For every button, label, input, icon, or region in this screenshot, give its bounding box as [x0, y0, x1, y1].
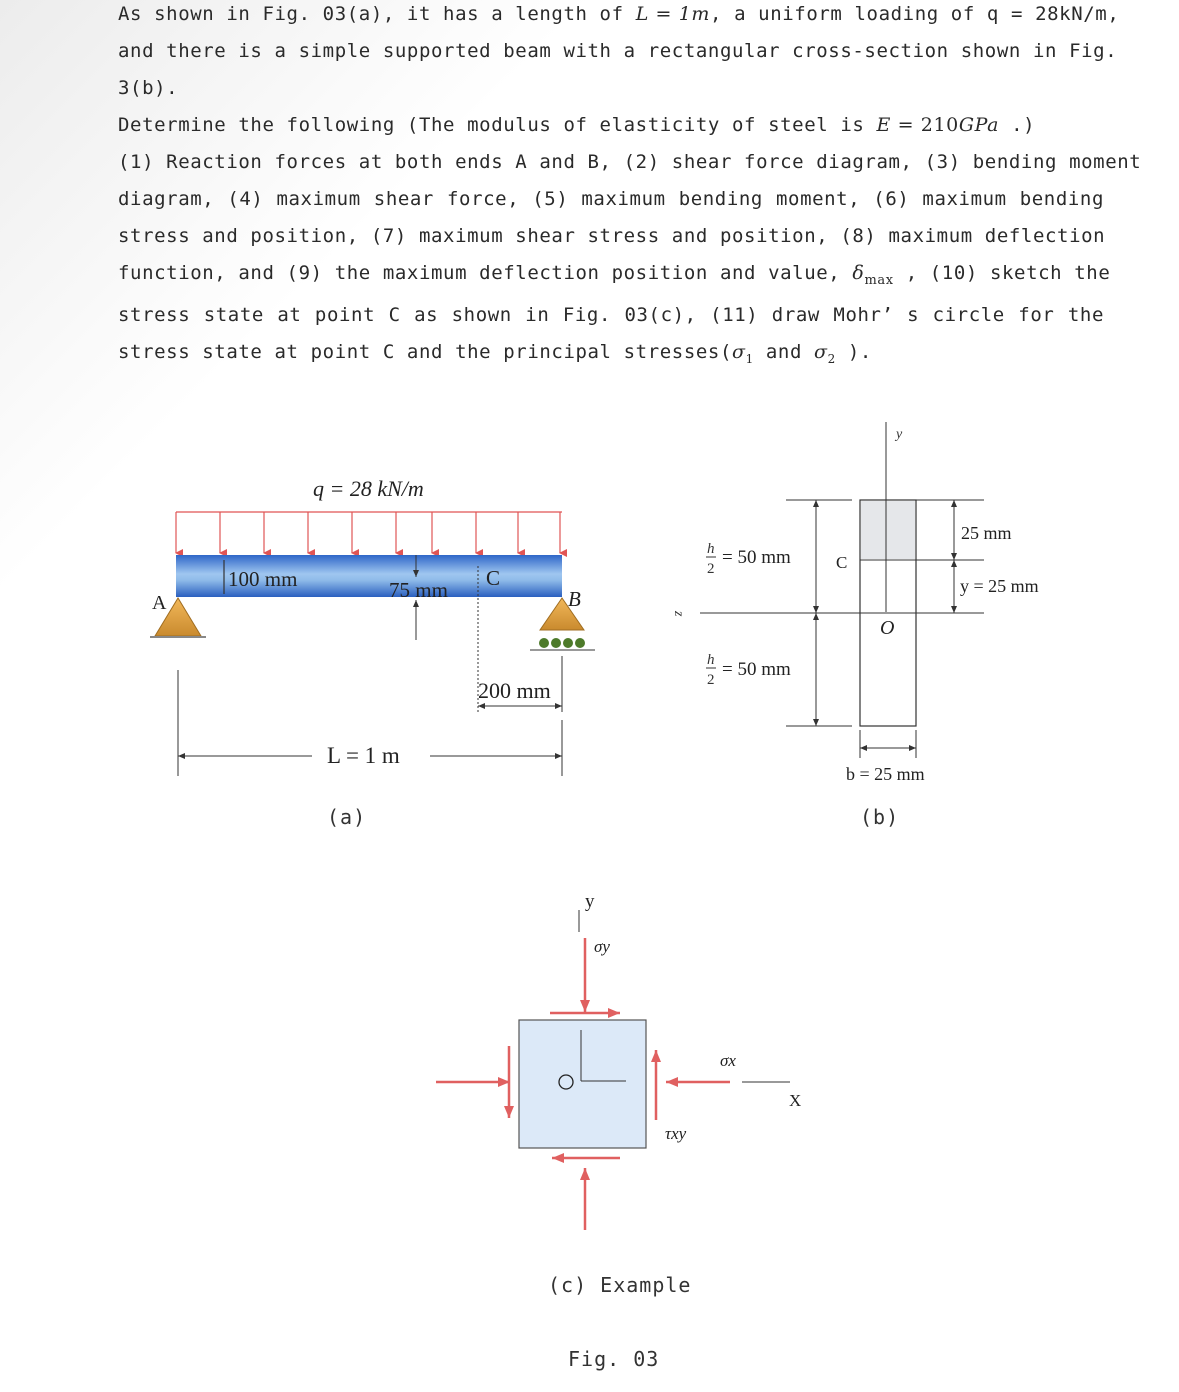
axis-y-label: y — [896, 427, 903, 442]
problem-line-5: (1) Reaction forces at both ends A and B, (2) shear force diagram, (3) bending moment — [118, 151, 1142, 173]
problem-line-3: 3(b). — [118, 77, 179, 99]
caption-c: (c) Example — [548, 1273, 692, 1297]
sigma-x-label: σx — [720, 1051, 736, 1070]
origin-label: O — [880, 617, 895, 639]
caption-b: (b) — [860, 805, 900, 829]
dim-25-label: 25 mm — [961, 523, 1012, 543]
dim-200-label: 200 mm — [478, 678, 551, 703]
problem-line-7: stress and position, (7) maximum shear stress and position, (8) maximum deflection — [118, 225, 1106, 247]
h-bottom-den: 2 — [707, 672, 715, 688]
problem-line-1: As shown in Fig. 03(a), it has a length of L = 1m, a uniform loading of q = 28kN/m, — [118, 3, 1120, 25]
h-half-top-label: = 50 mm — [722, 547, 791, 568]
h-bottom-num: h — [707, 652, 715, 668]
problem-line-8: function, and (9) the maximum deflection position and value, $\delta_{max}$ , (10) sketch the — [118, 262, 1111, 288]
sigma-y-label: σy — [594, 937, 610, 956]
figure-title: Fig. 03 — [568, 1347, 660, 1371]
stress-element — [519, 1020, 646, 1148]
axis-x-label: X — [789, 1091, 802, 1110]
section-shaded — [861, 501, 915, 559]
h-half-bottom-label: = 50 mm — [722, 659, 791, 680]
width-label: b = 25 mm — [846, 764, 925, 784]
fig-a-beam-diagram — [150, 476, 595, 829]
h-top-num: h — [707, 541, 715, 557]
point-c-b-label: C — [836, 553, 848, 572]
fig-b-cross-section — [671, 422, 1039, 829]
fig-c-stress-element — [436, 891, 801, 1297]
problem-line-10: stress state at point C and the principal $stresses(\sigma_1$ and $\sigma_2$ ). — [118, 341, 872, 366]
caption-a: (a) — [327, 805, 367, 829]
dim-100-label: 100 mm — [228, 567, 298, 591]
h-top-den: 2 — [707, 561, 715, 577]
y-25-label: y = 25 mm — [960, 576, 1039, 596]
point-c-label: C — [486, 566, 501, 590]
problem-line-9: stress state at point C as shown in Fig. 03(c), (11) draw Mohr’ s circle for the — [118, 304, 1104, 326]
load-arrows — [176, 512, 560, 553]
problem-line-2: and there is a simple supported beam with a rectangular cross-section shown in Fig. — [118, 40, 1118, 62]
problem-line-6: diagram, (4) maximum shear force, (5) maximum bending moment, (6) maximum bending — [118, 188, 1104, 210]
load-label: q = 28 kN/m — [313, 476, 424, 501]
length-label: L = 1 m — [327, 743, 400, 768]
axis-y-c-label: y — [585, 891, 595, 912]
tau-xy-label: τxy — [665, 1124, 687, 1143]
support-a-label: A — [152, 592, 167, 614]
support-b-label: B — [568, 587, 581, 611]
support-b-rollers — [539, 638, 585, 648]
axis-z-label: z — [671, 611, 686, 617]
dim-75-label: 75 mm — [389, 578, 448, 602]
problem-line-4: Determine the following (The modulus of elasticity of steel is E = 210GPa .) — [118, 114, 1036, 136]
